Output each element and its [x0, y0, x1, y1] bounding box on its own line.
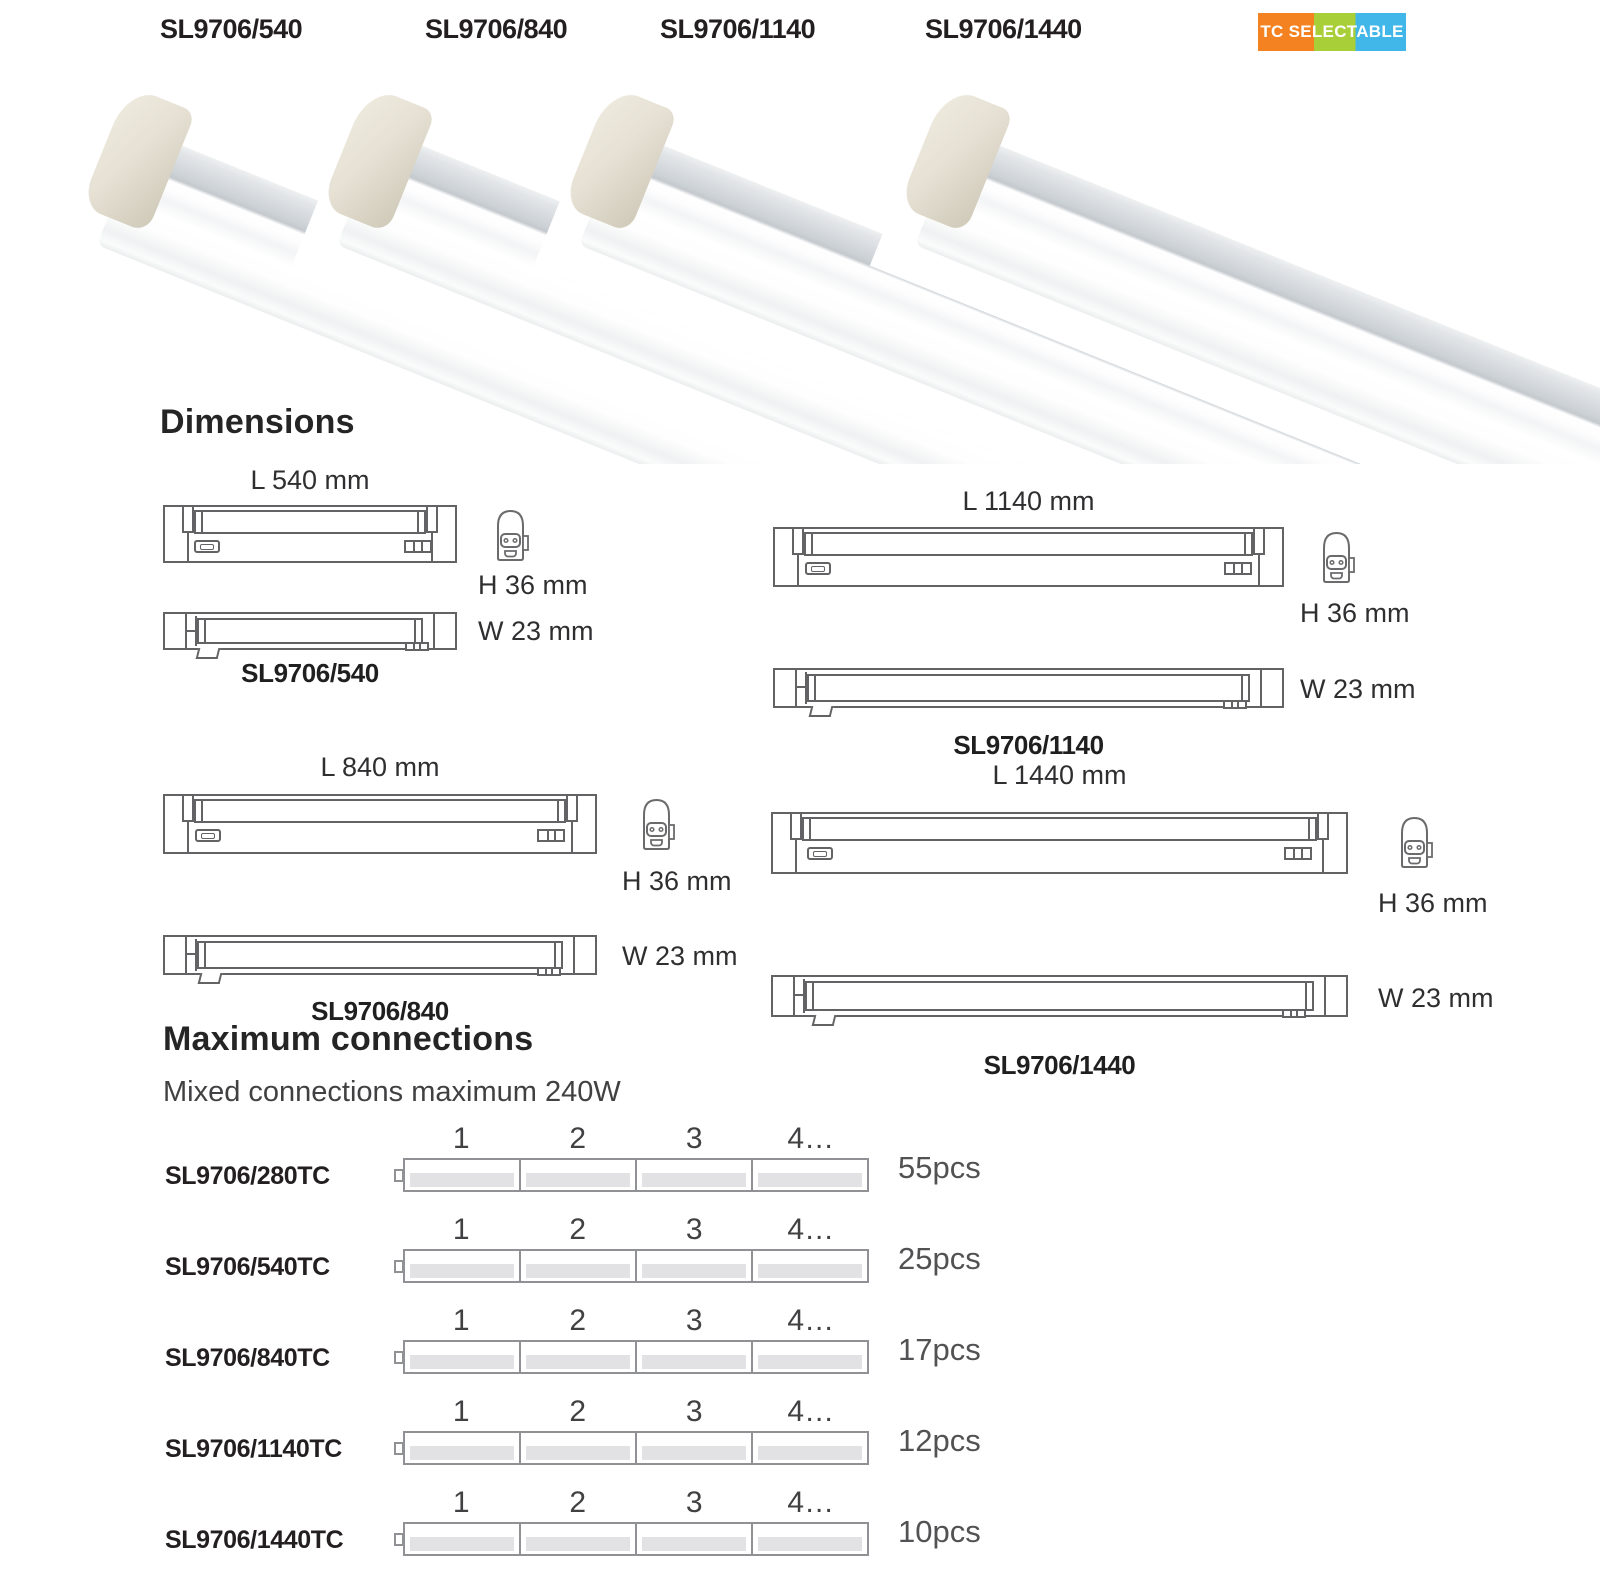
batten-segment	[753, 1433, 867, 1463]
row-pcs-840tc: 17pcs	[898, 1332, 981, 1367]
connector-nub	[394, 1442, 404, 1455]
batten-segment	[521, 1433, 637, 1463]
batten-segment	[405, 1160, 521, 1190]
row-pcs-1140tc: 12pcs	[898, 1423, 981, 1458]
batten-segment	[405, 1433, 521, 1463]
batten-segment	[637, 1342, 753, 1372]
batten-segment	[753, 1251, 867, 1281]
top-view-drawing-1440	[771, 975, 1348, 1017]
width-label-840: W 23 mm	[622, 941, 738, 971]
end-view-icon	[638, 794, 676, 852]
connector-nub	[394, 1533, 404, 1546]
batten-segment	[637, 1160, 753, 1190]
top-view-drawing-1140	[773, 668, 1284, 708]
batten-segment	[637, 1433, 753, 1463]
batten-segment	[521, 1251, 637, 1281]
length-label-1440: L 1440 mm	[992, 760, 1127, 790]
segment-numbers: 1 2 3 4…	[452, 1304, 835, 1337]
row-model-540tc: SL9706/540TC	[165, 1253, 330, 1281]
max-connections-heading: Maximum connections	[163, 1020, 534, 1058]
model-label-1140: SL9706/1140	[953, 730, 1104, 760]
batten-segment	[753, 1160, 867, 1190]
front-view-drawing-1140	[773, 527, 1284, 587]
product-label-1140: SL9706/1140	[660, 14, 816, 44]
batten-segment	[521, 1524, 637, 1554]
product-label-1440: SL9706/1440	[925, 14, 1082, 44]
batten-segment	[521, 1342, 637, 1372]
row-model-280tc: SL9706/280TC	[165, 1162, 330, 1190]
connection-bar-1140tc	[403, 1431, 869, 1465]
top-view-drawing-540	[163, 612, 457, 650]
model-label-840: SL9706/840	[311, 996, 449, 1026]
row-pcs-540tc: 25pcs	[898, 1241, 981, 1276]
dimensions-heading: Dimensions	[160, 403, 355, 441]
tc-selectable-badge-label: TC SELECTABLE	[1260, 22, 1404, 41]
end-view-icon	[1318, 527, 1356, 585]
segment-numbers: 1 2 3 4…	[452, 1122, 835, 1155]
batten-segment	[405, 1251, 521, 1281]
width-label-540: W 23 mm	[478, 616, 594, 646]
batten-segment	[637, 1524, 753, 1554]
batten-segment	[521, 1160, 637, 1190]
product-label-840: SL9706/840	[425, 14, 568, 44]
height-label-1440: H 36 mm	[1378, 888, 1488, 918]
row-model-1140tc: SL9706/1140TC	[165, 1435, 342, 1463]
connector-nub	[394, 1169, 404, 1182]
batten-segment	[405, 1342, 521, 1372]
product-label-540: SL9706/540	[160, 14, 303, 44]
top-view-drawing-840	[163, 935, 597, 975]
tc-selectable-badge	[1258, 13, 1406, 51]
width-label-1140: W 23 mm	[1300, 674, 1416, 704]
batten-segment	[405, 1524, 521, 1554]
model-label-1440: SL9706/1440	[983, 1050, 1136, 1080]
connection-bar-540tc	[403, 1249, 869, 1283]
connection-bar-840tc	[403, 1340, 869, 1374]
end-view-icon	[1396, 812, 1434, 870]
batten-segment	[753, 1342, 867, 1372]
batten-segment	[637, 1251, 753, 1281]
row-pcs-280tc: 55pcs	[898, 1150, 981, 1185]
height-label-1140: H 36 mm	[1300, 598, 1410, 628]
batten-segment	[753, 1524, 867, 1554]
connection-bar-280tc	[403, 1158, 869, 1192]
segment-numbers: 1 2 3 4…	[452, 1486, 835, 1519]
max-connections-subheading: Mixed connections maximum 240W	[163, 1076, 621, 1108]
length-label-1140: L 1140 mm	[962, 486, 1095, 516]
segment-numbers: 1 2 3 4…	[452, 1213, 835, 1246]
height-label-540: H 36 mm	[478, 570, 588, 600]
row-model-840tc: SL9706/840TC	[165, 1344, 330, 1372]
connector-nub	[394, 1351, 404, 1364]
segment-numbers: 1 2 3 4…	[452, 1395, 835, 1428]
model-label-540: SL9706/540	[241, 658, 379, 688]
height-label-840: H 36 mm	[622, 866, 732, 896]
front-view-drawing-840	[163, 794, 597, 854]
length-label-540: L 540 mm	[250, 465, 370, 495]
front-view-drawing-540	[163, 505, 457, 563]
end-view-icon	[492, 505, 530, 563]
front-view-drawing-1440	[771, 812, 1348, 874]
connector-nub	[394, 1260, 404, 1273]
width-label-1440: W 23 mm	[1378, 983, 1494, 1013]
connection-bar-1440tc	[403, 1522, 869, 1556]
row-pcs-1440tc: 10pcs	[898, 1514, 981, 1549]
row-model-1440tc: SL9706/1440TC	[165, 1526, 344, 1554]
length-label-840: L 840 mm	[320, 752, 440, 782]
